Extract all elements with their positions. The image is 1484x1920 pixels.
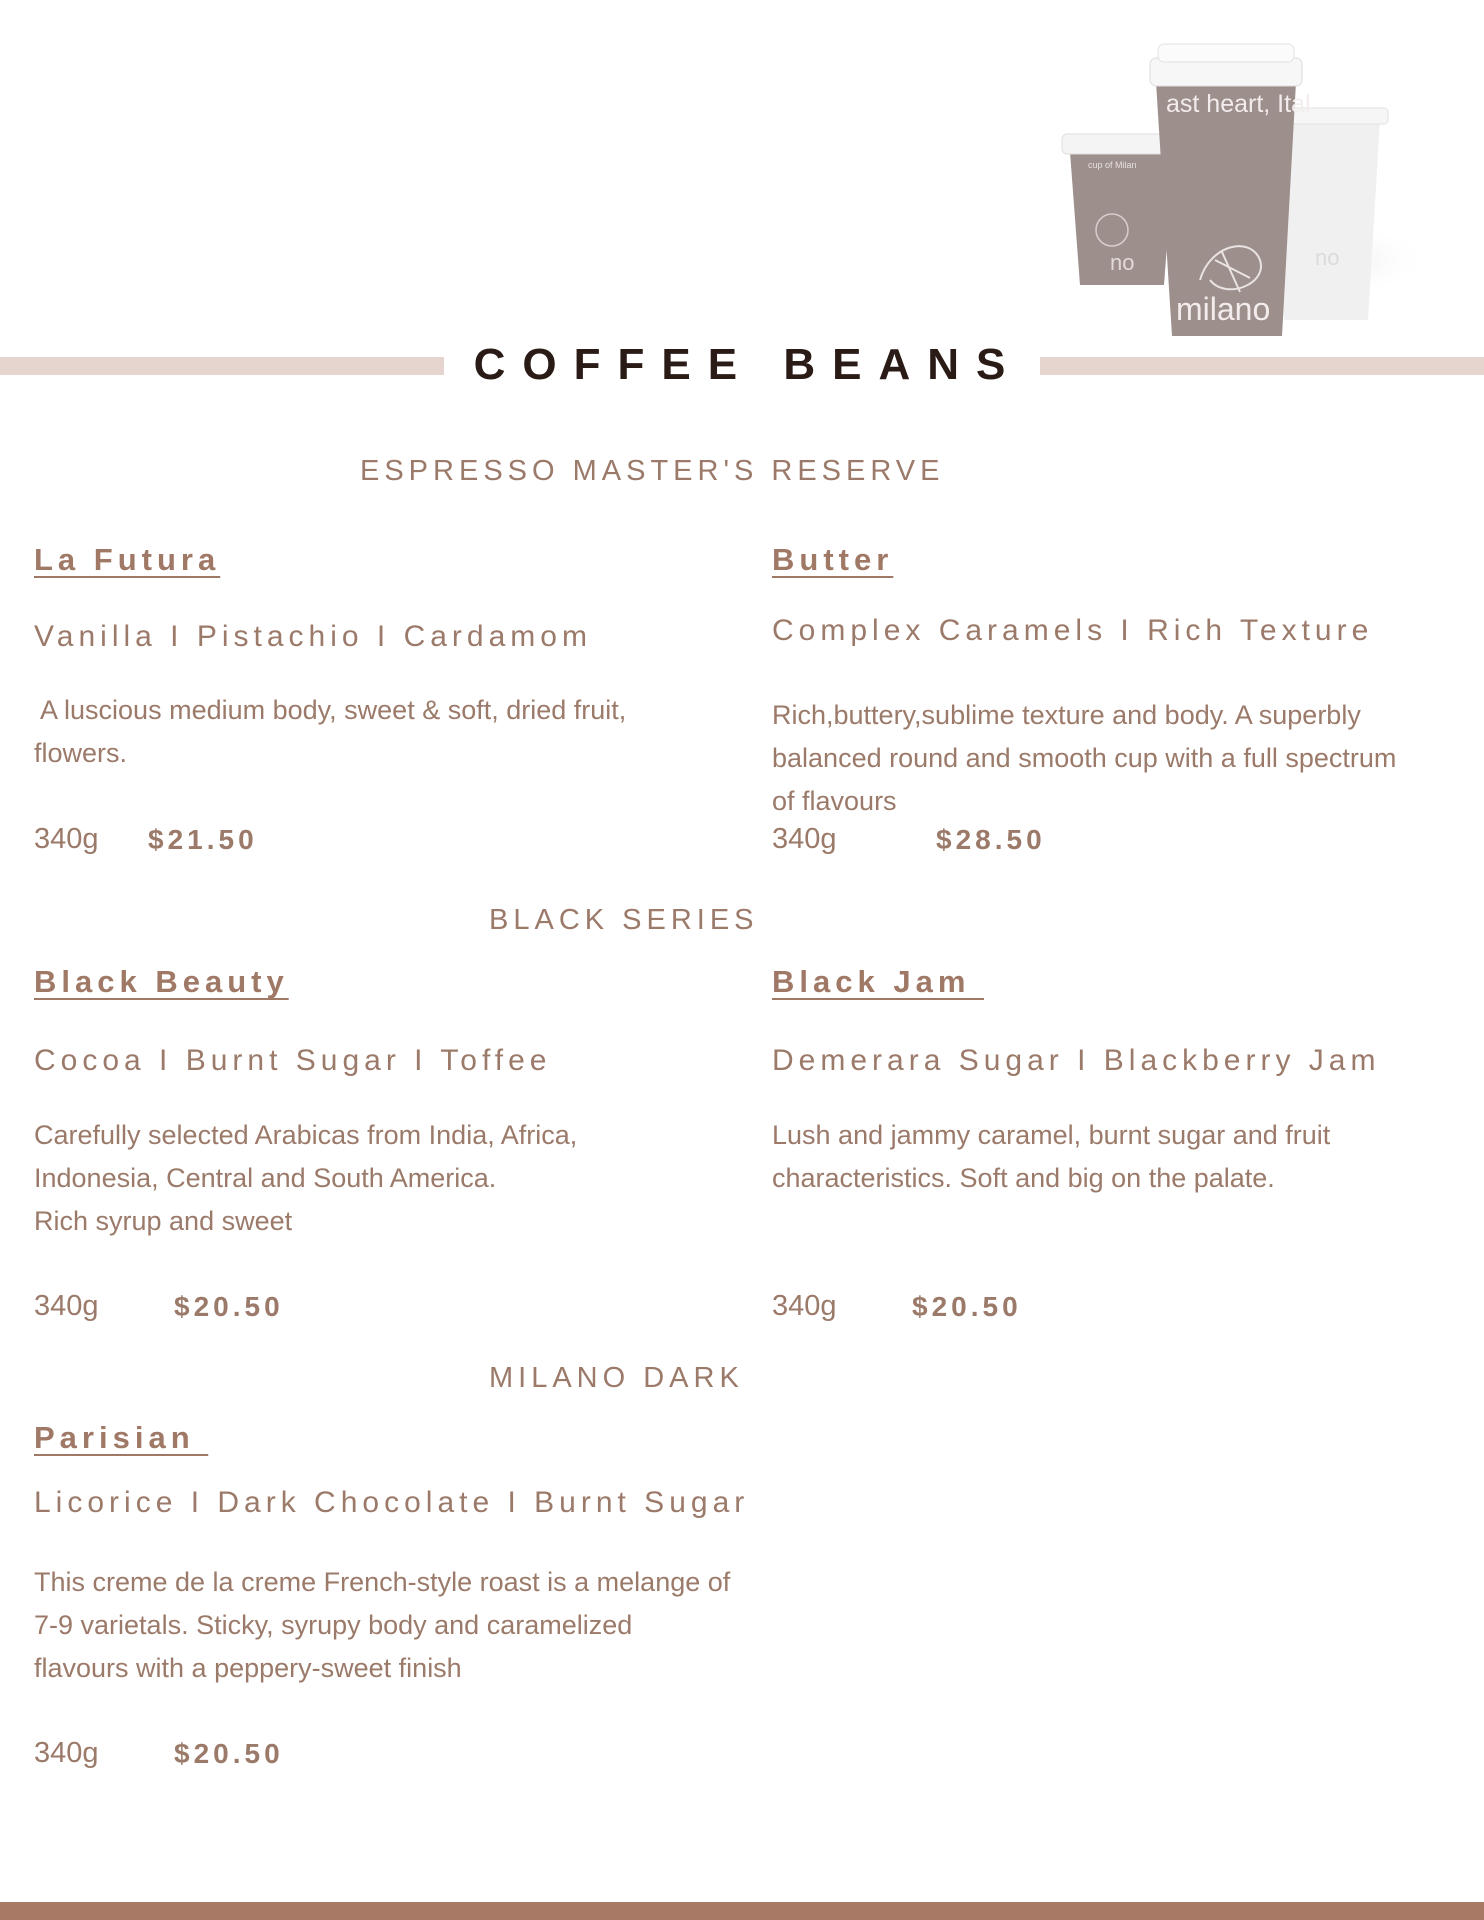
svg-text:ast heart, Ital: ast heart, Ital <box>1166 90 1311 118</box>
product-notes-black-beauty: Cocoa I Burnt Sugar I Toffee <box>34 1044 552 1077</box>
product-notes-parisian: Licorice I Dark Chocolate I Burnt Sugar <box>34 1486 750 1519</box>
product-description-parisian: This creme de la creme French-style roast is a melange of 7-9 varietals. Sticky, syrupy body and caramelized flavours with a peppery-sweet finish <box>34 1567 731 1683</box>
svg-text:cup of Milan: cup of Milan <box>1088 160 1137 170</box>
product-weight-la-futura: 340g <box>34 823 99 855</box>
product-description-black-jam: Lush and jammy caramel, burnt sugar and fruit characteristics. Soft and big on the palate. <box>772 1120 1331 1193</box>
section-label-black-series: BLACK SERIES <box>489 904 759 936</box>
product-description-la-futura: A luscious medium body, sweet & soft, dried fruit, flowers. <box>34 695 627 768</box>
bottom-bar <box>0 1902 1484 1920</box>
product-weight-black-beauty: 340g <box>34 1290 99 1322</box>
section-label-milano-dark: MILANO DARK <box>489 1362 744 1394</box>
section-label-espresso-masters-reserve: ESPRESSO MASTER'S RESERVE <box>360 455 945 487</box>
product-name-butter: Butter <box>772 542 894 577</box>
product-notes-black-jam: Demerara Sugar I Blackberry Jam <box>772 1044 1381 1077</box>
product-description-black-beauty: Carefully selected Arabicas from India, Africa, Indonesia, Central and South America. Rich syrup and sweet <box>34 1120 578 1236</box>
product-price-parisian: $20.50 <box>174 1738 284 1769</box>
product-price-black-beauty: $20.50 <box>174 1291 284 1322</box>
product-name-black-beauty: Black Beauty <box>34 964 289 999</box>
product-name-la-futura: La Futura <box>34 542 221 577</box>
product-weight-parisian: 340g <box>34 1737 99 1769</box>
page-title: COFFEE BEANS <box>0 340 1484 390</box>
product-notes-butter: Complex Caramels I Rich Texture <box>772 614 1374 647</box>
product-name-black-jam: Black Jam <box>772 964 984 999</box>
svg-text:milano: milano <box>1176 291 1271 327</box>
product-price-butter: $28.50 <box>936 824 1046 855</box>
product-weight-butter: 340g <box>772 823 837 855</box>
product-price-la-futura: $21.50 <box>148 824 258 855</box>
svg-text:no: no <box>1315 245 1340 270</box>
product-notes-la-futura: Vanilla I Pistachio I Cardamom <box>34 620 592 653</box>
product-name-parisian: Parisian <box>34 1420 209 1455</box>
coffee-cups-illustration <box>1050 30 1430 350</box>
product-weight-black-jam: 340g <box>772 1290 837 1322</box>
product-price-black-jam: $20.50 <box>912 1291 1022 1322</box>
product-description-butter: Rich,buttery,sublime texture and body. A superbly balanced round and smooth cup with a full spectrum of flavours <box>772 700 1397 816</box>
svg-text:no: no <box>1110 250 1135 275</box>
